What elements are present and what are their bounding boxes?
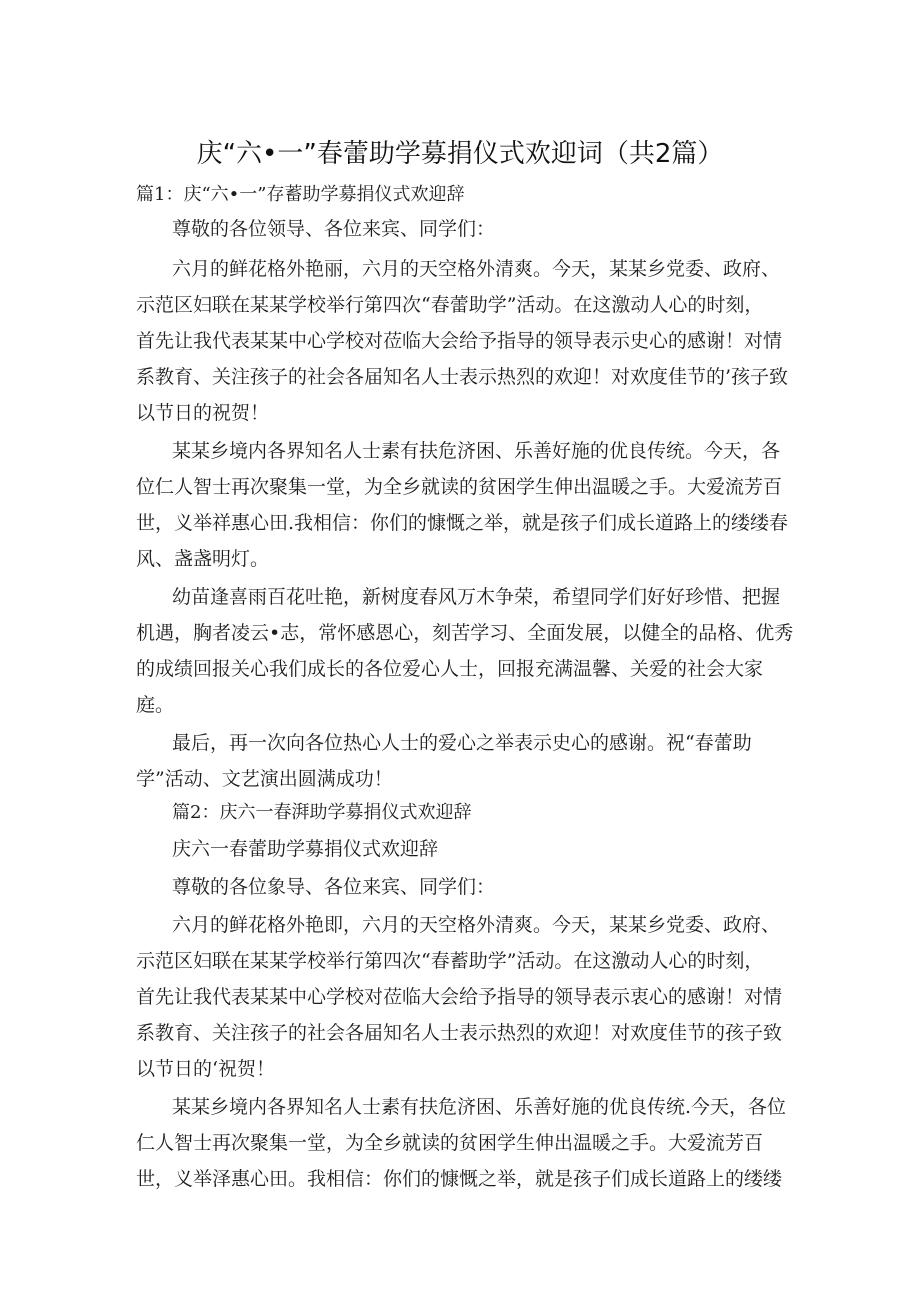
paragraph-line: 仁人智士再次聚集一堂，为全乡就读的贫困学生伸出温暖之手。大爱流芳百 xyxy=(136,1132,764,1154)
paragraph-line: 世，义举祥惠心田.我相信：你们的慷慨之举，就是孩子们成长道路上的缕缕春 xyxy=(136,512,789,534)
paragraph-line: 六月的鲜花格外艳丽，六月的天空格外清爽。今天，某某乡党委、政府、 xyxy=(172,258,781,280)
paragraph-line: 以节日的‘祝贺！ xyxy=(136,1058,276,1080)
paragraph-line: 尊敬的各位领导、各位来宾、同学们： xyxy=(172,218,496,240)
paragraph-line: 示范区妇联在某某学校举行第四次“春蕾助学”活动。在这激动人心的时刻， xyxy=(136,294,764,316)
paragraph-line: 示范区妇联在某某学校举行第四次“春蓄助学”活动。在这激动人心的时刻， xyxy=(136,950,764,972)
paragraph-line: 六月的鲜花格外艳即，六月的天空格外清爽。今天，某某乡党委、政府、 xyxy=(172,914,781,936)
paragraph-line: 庭。 xyxy=(136,694,175,716)
paragraph-line: 世，义举泽惠心田。我相信：你们的慷慨之举，就是孩子们成长道路上的缕缕 xyxy=(136,1168,783,1190)
paragraph-line: 首先让我代表某某中心学校对莅临大会给予指导的领导表示史心的感谢！对情 xyxy=(136,330,783,352)
paragraph-line: 风、盏盏明灯。 xyxy=(136,548,270,570)
paragraph-line: 系教育、关注孩子的社会各届知名人士表示热烈的欢迎！对欢度佳节的’孩子致 xyxy=(136,366,789,388)
paragraph-line: 幼苗逢喜雨百花吐艳，新树度春风万木争荣，希望同学们好好珍惜、把握 xyxy=(172,586,781,608)
paragraph-line: 系教育、关注孩子的社会各届知名人士表示热烈的欢迎！对欢度佳节的孩子致 xyxy=(136,1022,783,1044)
document-title: 庆“六•一”春蕾助学募捐仪式欢迎词（共2篇） xyxy=(196,139,724,169)
paragraph-line: 庆六一春蕾助学募捐仪式欢迎辞 xyxy=(172,838,439,860)
paragraph-line: 尊敬的各位象导、各位来宾、同学们： xyxy=(172,876,496,898)
paragraph-line: 机遇，胸者凌云•志，常怀感恩心，刻苦学习、全面发展，以健全的品格、优秀 xyxy=(136,622,794,644)
paragraph-line: 的成绩回报关心我们成长的各位爱心人士，回报充满温馨、关爱的社会大家 xyxy=(136,658,764,680)
paragraph-line: 最后，再一次向各位热心人士的爱心之举表示史心的感谢。祝“春蕾助 xyxy=(172,732,752,754)
paragraph-line: 位仁人智士再次聚集一堂，为全乡就读的贫困学生伸出温暖之手。大爱流芳百 xyxy=(136,476,783,498)
paragraph-line: 学”活动、文艺演出圆满成功！ xyxy=(136,768,393,790)
paragraph-line: 某某乡境内各界知名人士素有扶危济困、乐善好施的优良传统。今天，各 xyxy=(172,440,781,462)
paragraph-line: 首先让我代表某某中心学校对莅临大会给予指导的领导表示衷心的感谢！对情 xyxy=(136,986,783,1008)
section-2-header: 篇2：庆六一春湃助学募捐仪式欢迎辞 xyxy=(172,802,472,823)
paragraph-line: 某某乡境内各界知名人士素有扶危济困、乐善好施的优良传统.今天，各位 xyxy=(172,1096,787,1118)
paragraph-line: 以节日的祝贺！ xyxy=(136,402,270,424)
section-1-header: 篇1：庆“六•一”存蓄助学募捐仪式欢迎辞 xyxy=(136,184,465,205)
